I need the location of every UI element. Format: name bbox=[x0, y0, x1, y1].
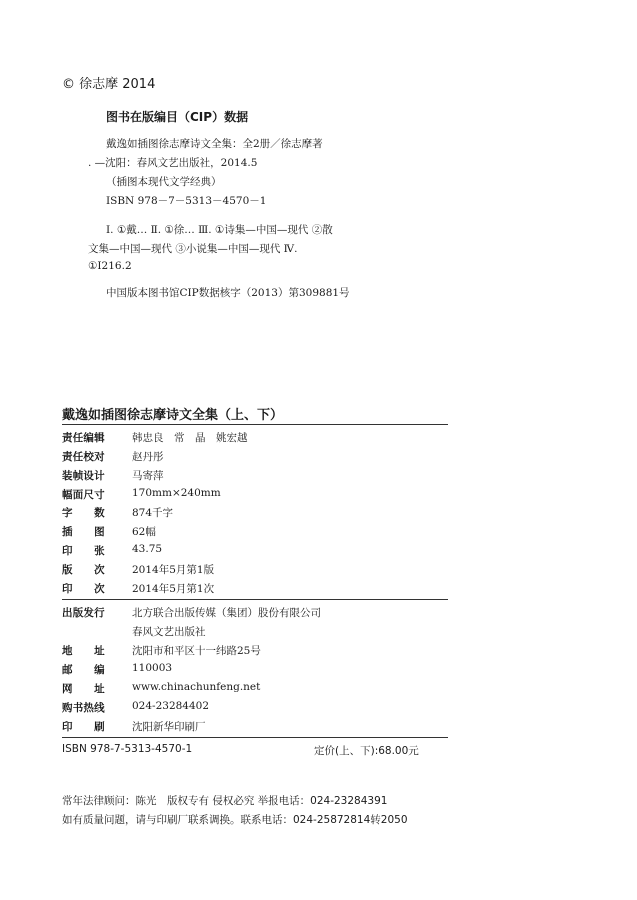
publisher-label-printer: 印 刷 bbox=[62, 721, 105, 733]
spec-label-printing: 印 次 bbox=[62, 583, 105, 595]
spec-label-sheets: 印 张 bbox=[62, 545, 105, 557]
publisher-label-address: 地 址 bbox=[62, 645, 105, 657]
spec-value-sheets: 43.75 bbox=[132, 543, 163, 555]
credit-value-designer: 马寄萍 bbox=[132, 470, 164, 482]
spec-label-edition: 版 次 bbox=[62, 564, 105, 576]
spec-label-illustrations: 插 图 bbox=[62, 526, 105, 538]
divider-bottom bbox=[62, 737, 448, 738]
footer-isbn: ISBN 978-7-5313-4570-1 bbox=[62, 743, 193, 755]
legal-line-1: 常年法律顾问：陈光 版权专有 侵权必究 举报电话：024-23284391 bbox=[62, 795, 388, 807]
publisher-value-website: www.chinachunfeng.net bbox=[132, 681, 261, 693]
cip-library-number: 中国版本图书馆CIP数据核字（2013）第309881号 bbox=[106, 287, 350, 299]
publisher-label-distributor: 出版发行 bbox=[62, 607, 105, 619]
publisher-label-website: 网 址 bbox=[62, 683, 105, 695]
credit-label-editor: 责任编辑 bbox=[62, 432, 105, 444]
publisher-value-address: 沈阳市和平区十一纬路25号 bbox=[132, 645, 261, 657]
book-title: 戴逸如插图徐志摩诗文全集（上、下） bbox=[62, 408, 284, 423]
credit-label-designer: 装帧设计 bbox=[62, 470, 105, 482]
cip-line-title: 戴逸如插图徐志摩诗文全集：全2册／徐志摩著 bbox=[106, 138, 323, 150]
spec-label-wordcount: 字 数 bbox=[62, 507, 105, 519]
cip-line-publisher: . —沈阳：春风文艺出版社，2014.5 bbox=[88, 157, 258, 169]
publisher-value-press: 春风文艺出版社 bbox=[132, 626, 206, 638]
publisher-value-hotline: 024-23284402 bbox=[132, 700, 210, 712]
publisher-value-printer: 沈阳新华印刷厂 bbox=[132, 721, 206, 733]
cip-classification-1: Ⅰ. ①戴… Ⅱ. ①徐… Ⅲ. ①诗集—中国—现代 ②散 bbox=[106, 224, 333, 236]
spec-value-printing: 2014年5月第1次 bbox=[132, 583, 215, 595]
copyright-line: © 徐志摩 2014 bbox=[62, 77, 156, 92]
publisher-label-postcode: 邮 编 bbox=[62, 664, 105, 676]
divider-middle bbox=[62, 599, 448, 600]
credit-value-proofreader: 赵丹彤 bbox=[132, 451, 164, 463]
spec-value-illustrations: 62幅 bbox=[132, 526, 156, 538]
cip-line-series: （插图本现代文学经典） bbox=[106, 176, 222, 188]
credit-label-proofreader: 责任校对 bbox=[62, 451, 105, 463]
cip-heading: 图书在版编目（CIP）数据 bbox=[106, 110, 249, 124]
legal-line-2: 如有质量问题，请与印刷厂联系调换。联系电话：024-25872814转2050 bbox=[62, 814, 408, 826]
spec-value-wordcount: 874千字 bbox=[132, 507, 174, 519]
credit-value-editor: 韩忠良 常 晶 姚宏越 bbox=[132, 432, 248, 444]
cip-classification-2: 文集—中国—现代 ③小说集—中国—现代 Ⅳ. bbox=[88, 243, 298, 255]
footer-price: 定价(上、下):68.00元 bbox=[314, 745, 419, 757]
cip-classification-3: ①I216.2 bbox=[88, 260, 132, 272]
spec-value-edition: 2014年5月第1版 bbox=[132, 564, 215, 576]
publisher-label-hotline: 购书热线 bbox=[62, 702, 105, 714]
publisher-value-distributor: 北方联合出版传媒（集团）股份有限公司 bbox=[132, 607, 321, 619]
credit-label-size: 幅面尺寸 bbox=[62, 489, 105, 501]
publisher-value-postcode: 110003 bbox=[132, 662, 173, 674]
divider-top bbox=[62, 424, 448, 425]
cip-isbn: ISBN 978－7－5313－4570－1 bbox=[106, 195, 267, 207]
credit-value-size: 170mm×240mm bbox=[132, 487, 221, 499]
